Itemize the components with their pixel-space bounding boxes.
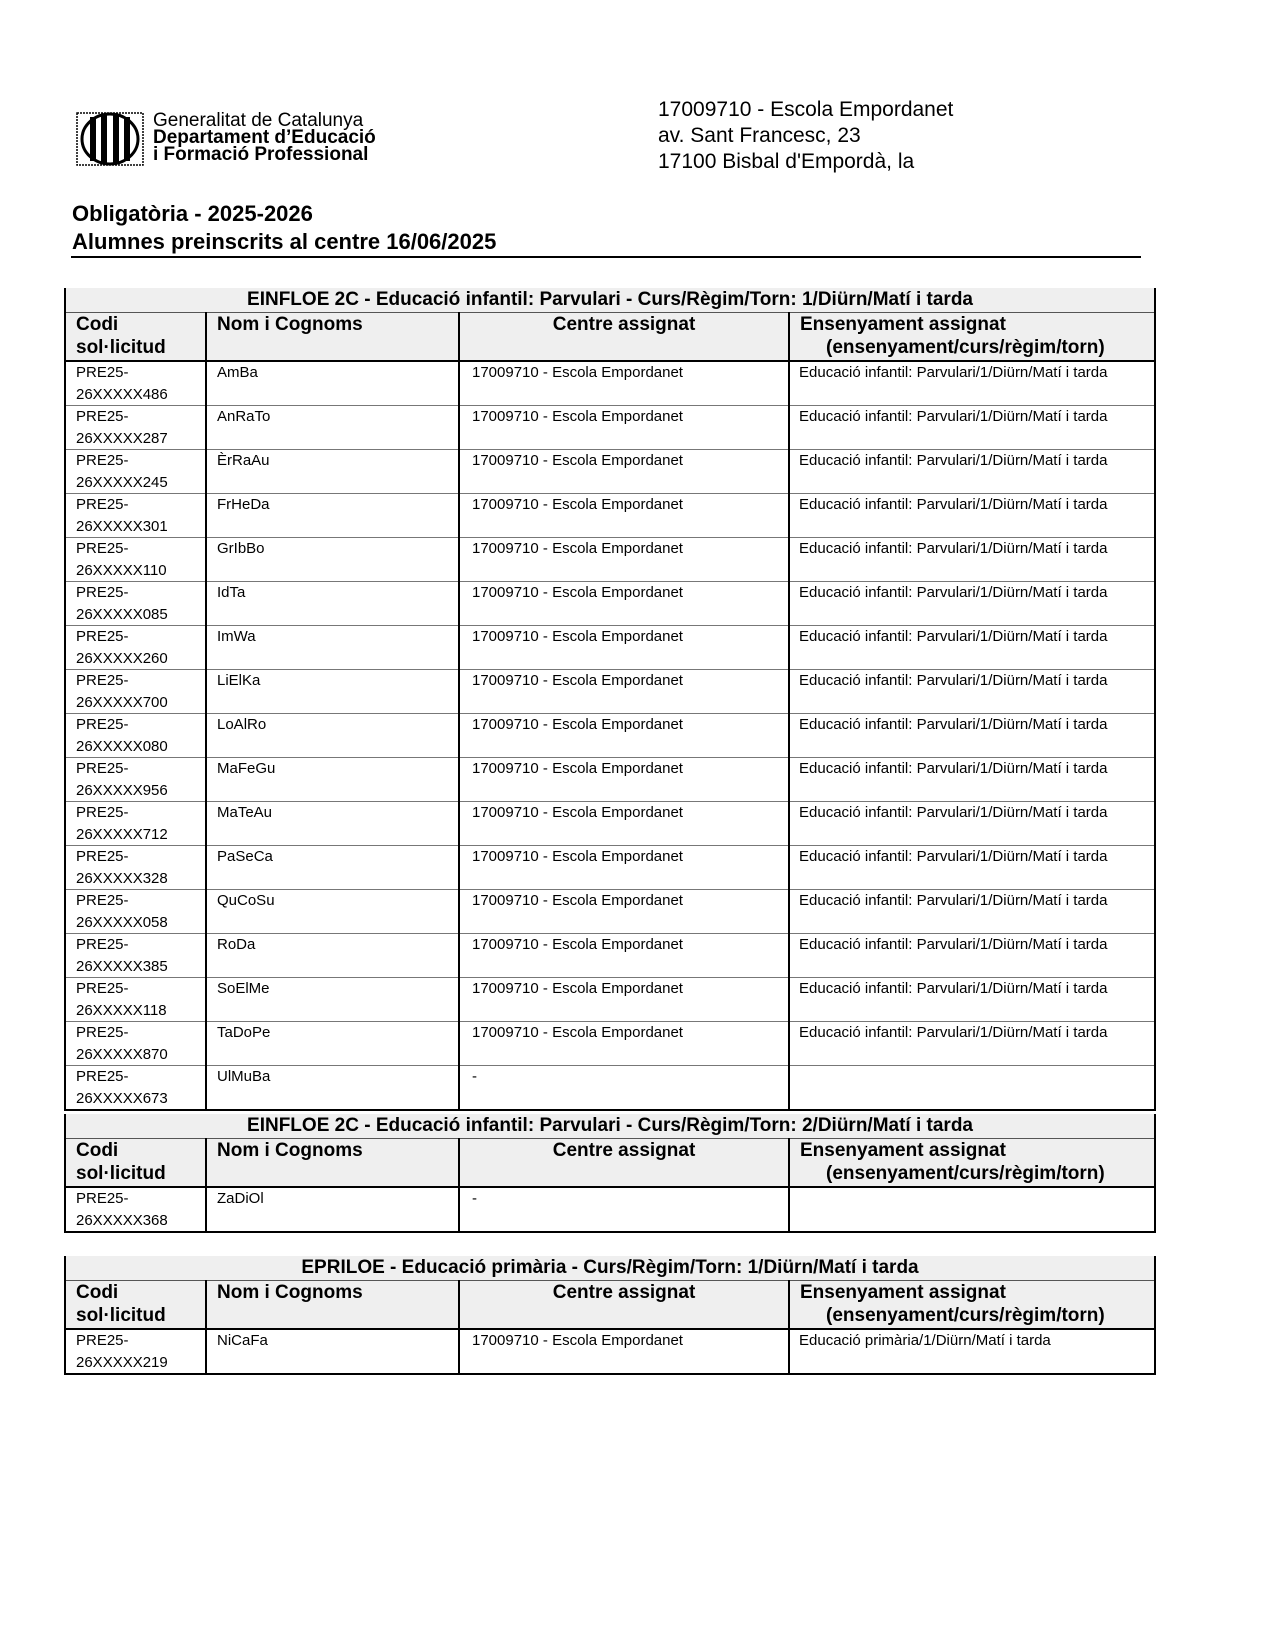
codi-part2: 26XXXXX700 [76,693,168,711]
cell-ensenyament: Educació infantil: Parvulari/1/Diürn/Matí i tarda [789,890,1155,934]
codi-part2: 26XXXXX118 [76,1001,167,1019]
cell-codi [65,1187,206,1232]
table-row [65,934,1155,978]
cell-centre: 17009710 - Escola Empordanet [459,846,789,890]
cell-nom: QuCoSu [206,890,459,934]
cell-centre: 17009710 - Escola Empordanet [459,758,789,802]
col-header-codi-line2: sol·licitud [76,1163,166,1184]
codi-part2: 26XXXXX287 [76,429,168,447]
cell-nom: MaFeGu [206,758,459,802]
subtitle-line: Alumnes preinscrits al centre 16/06/2025 [72,229,497,254]
table-caption: EINFLOE 2C - Educació infantil: Parvulari - Curs/Règim/Torn: 2/Diürn/Matí i tarda [65,1114,1155,1139]
codi-part2: 26XXXXX385 [76,957,168,975]
codi-part1: PRE25- [76,1190,129,1207]
cell-codi [65,494,206,538]
table-row [65,538,1155,582]
codi-part1: PRE25- [76,716,129,733]
cell-nom: SoElMe [206,978,459,1022]
cell-nom: IdTa [206,582,459,626]
cell-nom: NiCaFa [206,1329,459,1374]
students-table [64,288,1156,1111]
codi-part2: 26XXXXX110 [76,561,167,579]
col-header-ensenyament [789,313,1155,362]
cell-centre: 17009710 - Escola Empordanet [459,626,789,670]
cell-ensenyament: Educació infantil: Parvulari/1/Diürn/Matí i tarda [789,978,1155,1022]
table-row [65,758,1155,802]
codi-part2: 26XXXXX712 [76,825,168,843]
col-header-codi-line1: Codi [76,314,119,335]
cell-centre: 17009710 - Escola Empordanet [459,1329,789,1374]
codi-part1: PRE25- [76,848,129,865]
codi-part2: 26XXXXX085 [76,605,168,623]
col-header-centre: Centre assignat [459,1139,789,1188]
col-header-ens-line1: Ensenyament assignat [800,1140,1006,1161]
cell-centre: 17009710 - Escola Empordanet [459,802,789,846]
cell-ensenyament: Educació infantil: Parvulari/1/Diürn/Matí i tarda [789,934,1155,978]
cell-nom: ÈrRaAu [206,450,459,494]
col-header-codi [65,1281,206,1330]
cell-codi [65,714,206,758]
cell-codi [65,406,206,450]
table-caption: EINFLOE 2C - Educació infantil: Parvulari - Curs/Règim/Torn: 1/Diürn/Matí i tarda [65,288,1155,313]
codi-part2: 26XXXXX870 [76,1045,168,1063]
title-line: Obligatòria - 2025-2026 [72,201,313,226]
org-line-1: Generalitat de Catalunya [153,110,364,131]
col-header-codi-line1: Codi [76,1282,119,1303]
table-row [65,1066,1155,1111]
col-header-ens-line2: (ensenyament/curs/règim/torn) [826,1163,1105,1184]
cell-codi [65,361,206,406]
cell-nom: AnRaTo [206,406,459,450]
table-row [65,626,1155,670]
codi-part2: 26XXXXX956 [76,781,168,799]
cell-ensenyament: Educació infantil: Parvulari/1/Diürn/Matí i tarda [789,582,1155,626]
col-header-codi [65,313,206,362]
table-row [65,494,1155,538]
table-row [65,1329,1155,1374]
cell-centre: 17009710 - Escola Empordanet [459,494,789,538]
school-city: 17100 Bisbal d'Empordà, la [658,150,915,173]
cell-codi [65,582,206,626]
cell-ensenyament: Educació infantil: Parvulari/1/Diürn/Matí i tarda [789,494,1155,538]
codi-part1: PRE25- [76,584,129,601]
cell-codi [65,978,206,1022]
cell-codi [65,626,206,670]
table-row [65,978,1155,1022]
cell-codi [65,890,206,934]
cell-codi [65,802,206,846]
cell-codi [65,934,206,978]
col-header-nom: Nom i Cognoms [206,1139,459,1188]
school-street: av. Sant Francesc, 23 [658,124,861,147]
cell-centre: 17009710 - Escola Empordanet [459,670,789,714]
codi-part1: PRE25- [76,980,129,997]
codi-part2: 26XXXXX260 [76,649,168,667]
table-row [65,361,1155,406]
table-row [65,450,1155,494]
cell-ensenyament: Educació infantil: Parvulari/1/Diürn/Matí i tarda [789,714,1155,758]
document-title [72,200,496,256]
cell-ensenyament [789,1066,1155,1111]
codi-part1: PRE25- [76,936,129,953]
cell-centre: - [459,1066,789,1111]
codi-part2: 26XXXXX245 [76,473,168,491]
cell-codi [65,1022,206,1066]
codi-part2: 26XXXXX301 [76,517,168,535]
cell-centre: - [459,1187,789,1232]
col-header-ens-line1: Ensenyament assignat [800,1282,1006,1303]
cell-centre: 17009710 - Escola Empordanet [459,978,789,1022]
col-header-nom: Nom i Cognoms [206,1281,459,1330]
table-row [65,802,1155,846]
cell-centre: 17009710 - Escola Empordanet [459,934,789,978]
cell-ensenyament: Educació infantil: Parvulari/1/Diürn/Matí i tarda [789,802,1155,846]
cell-ensenyament: Educació infantil: Parvulari/1/Diürn/Matí i tarda [789,538,1155,582]
cell-nom: FrHeDa [206,494,459,538]
cell-codi [65,538,206,582]
cell-nom: PaSeCa [206,846,459,890]
table-row [65,890,1155,934]
cell-centre: 17009710 - Escola Empordanet [459,361,789,406]
codi-part2: 26XXXXX368 [76,1211,168,1229]
cell-codi [65,450,206,494]
codi-part2: 26XXXXX080 [76,737,168,755]
table-row [65,582,1155,626]
codi-part1: PRE25- [76,628,129,645]
school-name: 17009710 - Escola Empordanet [658,98,954,121]
cell-nom: LoAlRo [206,714,459,758]
table-row [65,406,1155,450]
table-row [65,1187,1155,1232]
col-header-nom: Nom i Cognoms [206,313,459,362]
cell-ensenyament: Educació infantil: Parvulari/1/Diürn/Matí i tarda [789,450,1155,494]
cell-ensenyament: Educació infantil: Parvulari/1/Diürn/Matí i tarda [789,846,1155,890]
codi-part2: 26XXXXX219 [76,1353,168,1371]
col-header-centre: Centre assignat [459,313,789,362]
table-row [65,714,1155,758]
codi-part1: PRE25- [76,892,129,909]
col-header-codi-line1: Codi [76,1140,119,1161]
codi-part1: PRE25- [76,452,129,469]
cell-nom: TaDoPe [206,1022,459,1066]
col-header-codi-line2: sol·licitud [76,1305,166,1326]
school-address [658,97,953,175]
cell-ensenyament: Educació infantil: Parvulari/1/Diürn/Matí i tarda [789,626,1155,670]
col-header-ens-line2: (ensenyament/curs/règim/torn) [826,337,1105,358]
cell-codi [65,670,206,714]
students-table [64,1114,1156,1233]
cell-nom: ImWa [206,626,459,670]
cell-centre: 17009710 - Escola Empordanet [459,538,789,582]
codi-part1: PRE25- [76,760,129,777]
codi-part1: PRE25- [76,804,129,821]
col-header-ens-line2: (ensenyament/curs/règim/torn) [826,1305,1105,1326]
organization-name [153,112,376,163]
col-header-ens-line1: Ensenyament assignat [800,314,1006,335]
codi-part2: 26XXXXX328 [76,869,168,887]
cell-ensenyament: Educació primària/1/Diürn/Matí i tarda [789,1329,1155,1374]
students-table [64,1256,1156,1375]
codi-part2: 26XXXXX486 [76,385,168,403]
cell-ensenyament: Educació infantil: Parvulari/1/Diürn/Matí i tarda [789,670,1155,714]
codi-part1: PRE25- [76,540,129,557]
cell-nom: ZaDiOl [206,1187,459,1232]
cell-centre: 17009710 - Escola Empordanet [459,582,789,626]
cell-codi [65,1329,206,1374]
codi-part1: PRE25- [76,408,129,425]
table-row [65,1022,1155,1066]
cell-codi [65,758,206,802]
cell-ensenyament: Educació infantil: Parvulari/1/Diürn/Matí i tarda [789,1022,1155,1066]
codi-part2: 26XXXXX673 [76,1089,168,1107]
table-row [65,670,1155,714]
org-line-2: Departament d’Educació [153,127,376,148]
cell-centre: 17009710 - Escola Empordanet [459,890,789,934]
col-header-centre: Centre assignat [459,1281,789,1330]
col-header-codi-line2: sol·licitud [76,337,166,358]
cell-nom: LiElKa [206,670,459,714]
cell-codi [65,1066,206,1111]
cell-centre: 17009710 - Escola Empordanet [459,450,789,494]
org-line-3: i Formació Professional [153,144,369,165]
col-header-codi [65,1139,206,1188]
cell-nom: GrIbBo [206,538,459,582]
codi-part2: 26XXXXX058 [76,913,168,931]
title-divider [71,256,1141,258]
col-header-ensenyament [789,1139,1155,1188]
col-header-ensenyament [789,1281,1155,1330]
codi-part1: PRE25- [76,496,129,513]
cell-centre: 17009710 - Escola Empordanet [459,1022,789,1066]
cell-nom: RoDa [206,934,459,978]
codi-part1: PRE25- [76,364,129,381]
generalitat-logo-icon [76,112,144,166]
cell-nom: UlMuBa [206,1066,459,1111]
cell-ensenyament: Educació infantil: Parvulari/1/Diürn/Matí i tarda [789,406,1155,450]
cell-codi [65,846,206,890]
cell-centre: 17009710 - Escola Empordanet [459,714,789,758]
cell-nom: AmBa [206,361,459,406]
cell-ensenyament: Educació infantil: Parvulari/1/Diürn/Matí i tarda [789,361,1155,406]
table-caption: EPRILOE - Educació primària - Curs/Règim/Torn: 1/Diürn/Matí i tarda [65,1256,1155,1281]
cell-ensenyament [789,1187,1155,1232]
codi-part1: PRE25- [76,1068,129,1085]
codi-part1: PRE25- [76,1332,129,1349]
cell-centre: 17009710 - Escola Empordanet [459,406,789,450]
cell-ensenyament: Educació infantil: Parvulari/1/Diürn/Matí i tarda [789,758,1155,802]
cell-nom: MaTeAu [206,802,459,846]
codi-part1: PRE25- [76,1024,129,1041]
codi-part1: PRE25- [76,672,129,689]
table-row [65,846,1155,890]
